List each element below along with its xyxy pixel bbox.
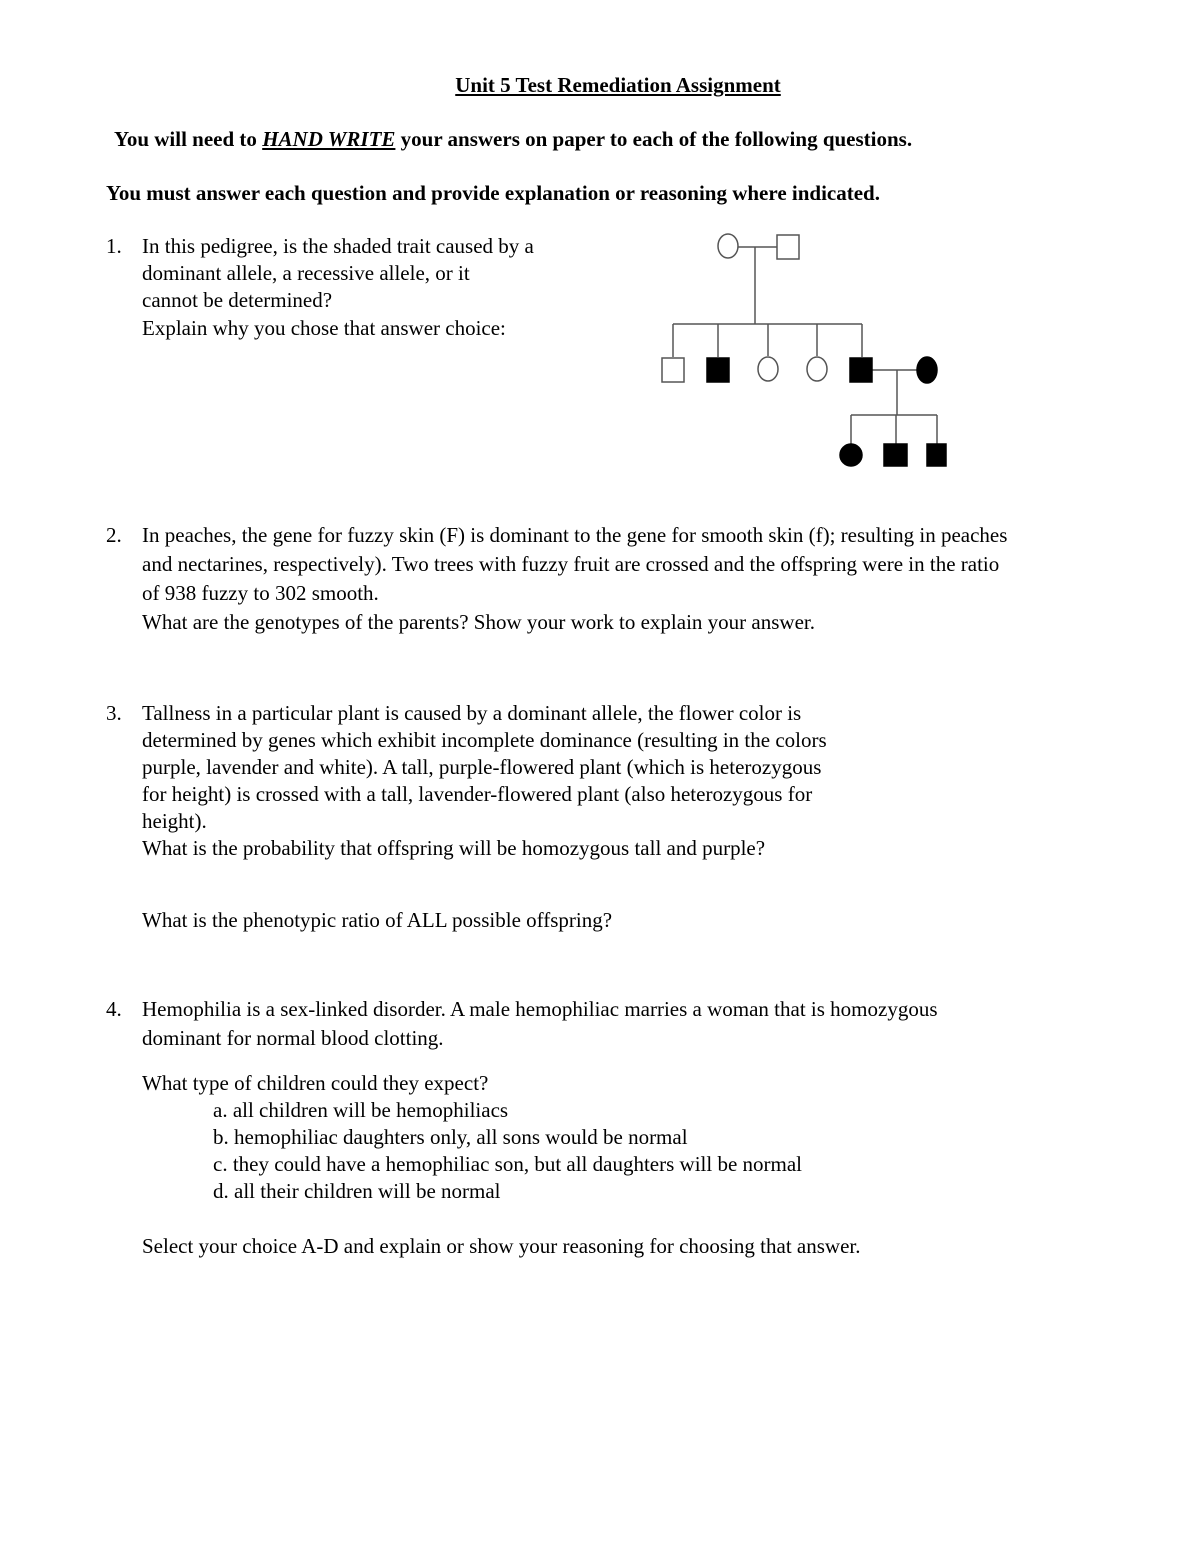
pedigree-diagram [650, 225, 960, 475]
answer-option-c: c. they could have a hemophiliac son, but all daughters will be normal [213, 1152, 803, 1176]
answer-option-b: b. hemophiliac daughters only, all sons would be normal [213, 1125, 688, 1149]
pedigree-female-unaffected [807, 357, 827, 381]
question-text-line: Tallness in a particular plant is caused by a dominant allele, the flower color is [142, 701, 802, 725]
hand-write-emphasis: HAND WRITE [262, 127, 396, 151]
answer-option-d: d. all their children will be normal [213, 1179, 501, 1203]
instruction-line-2: You must answer each question and provide explanation or reasoning where indicated. [106, 181, 880, 205]
pedigree-female-unaffected [718, 234, 738, 258]
answer-option-a: a. all children will be hemophiliacs [213, 1098, 509, 1122]
pedigree-male-unaffected [662, 358, 684, 382]
pedigree-female-affected [840, 444, 862, 466]
question-text-line: height). [142, 809, 207, 833]
question-text-line: What are the genotypes of the parents? Show your work to explain your answer. [142, 610, 815, 634]
question-number: 2. [106, 523, 122, 547]
question-text-line: determined by genes which exhibit incomplete dominance (resulting in the colors [142, 728, 827, 752]
question-text-line: dominant for normal blood clotting. [142, 1026, 444, 1050]
page-title: Unit 5 Test Remediation Assignment [455, 73, 781, 97]
pedigree-male-affected [927, 444, 946, 466]
question-text-line: purple, lavender and white). A tall, purple-flowered plant (which is heterozygous [142, 755, 822, 779]
instruction-post: your answers on paper to each of the following questions. [395, 127, 913, 151]
pedigree-male-unaffected [777, 235, 799, 259]
question-text-line: for height) is crossed with a tall, lavender-flowered plant (also heterozygous for [142, 782, 813, 806]
question-number: 1. [106, 234, 122, 258]
pedigree-male-affected [707, 358, 729, 382]
pedigree-female-affected-spouse [917, 357, 937, 383]
pedigree-male-affected [850, 358, 872, 382]
question-text-line: cannot be determined? [142, 288, 333, 312]
instruction-line-1 [114, 126, 912, 153]
pedigree-lines [673, 247, 937, 445]
question-number: 3. [106, 701, 122, 725]
question-text-line: Explain why you chose that answer choice: [142, 316, 506, 340]
question-text-line: Hemophilia is a sex-linked disorder. A male hemophiliac marries a woman that is homozygous [142, 997, 938, 1021]
question-subquestion: What is the phenotypic ratio of ALL possible offspring? [142, 908, 613, 932]
pedigree-male-affected [884, 444, 907, 466]
question-text-line: In peaches, the gene for fuzzy skin (F) is dominant to the gene for smooth skin (f); resulting in peaches [142, 523, 1008, 547]
question-text-line: and nectarines, respectively). Two trees with fuzzy fruit are crossed and the offspring were in the ratio [142, 552, 1000, 576]
question-text-line: In this pedigree, is the shaded trait caused by a [142, 234, 534, 258]
instruction-pre: You will need to [114, 127, 263, 151]
question-prompt: What type of children could they expect? [142, 1071, 489, 1095]
question-closing: Select your choice A-D and explain or show your reasoning for choosing that answer. [142, 1234, 861, 1258]
pedigree-female-unaffected [758, 357, 778, 381]
question-text-line: dominant allele, a recessive allele, or it [142, 261, 470, 285]
question-number: 4. [106, 997, 122, 1021]
question-text-line: of 938 fuzzy to 302 smooth. [142, 581, 379, 605]
question-text-line: What is the probability that offspring will be homozygous tall and purple? [142, 836, 766, 860]
